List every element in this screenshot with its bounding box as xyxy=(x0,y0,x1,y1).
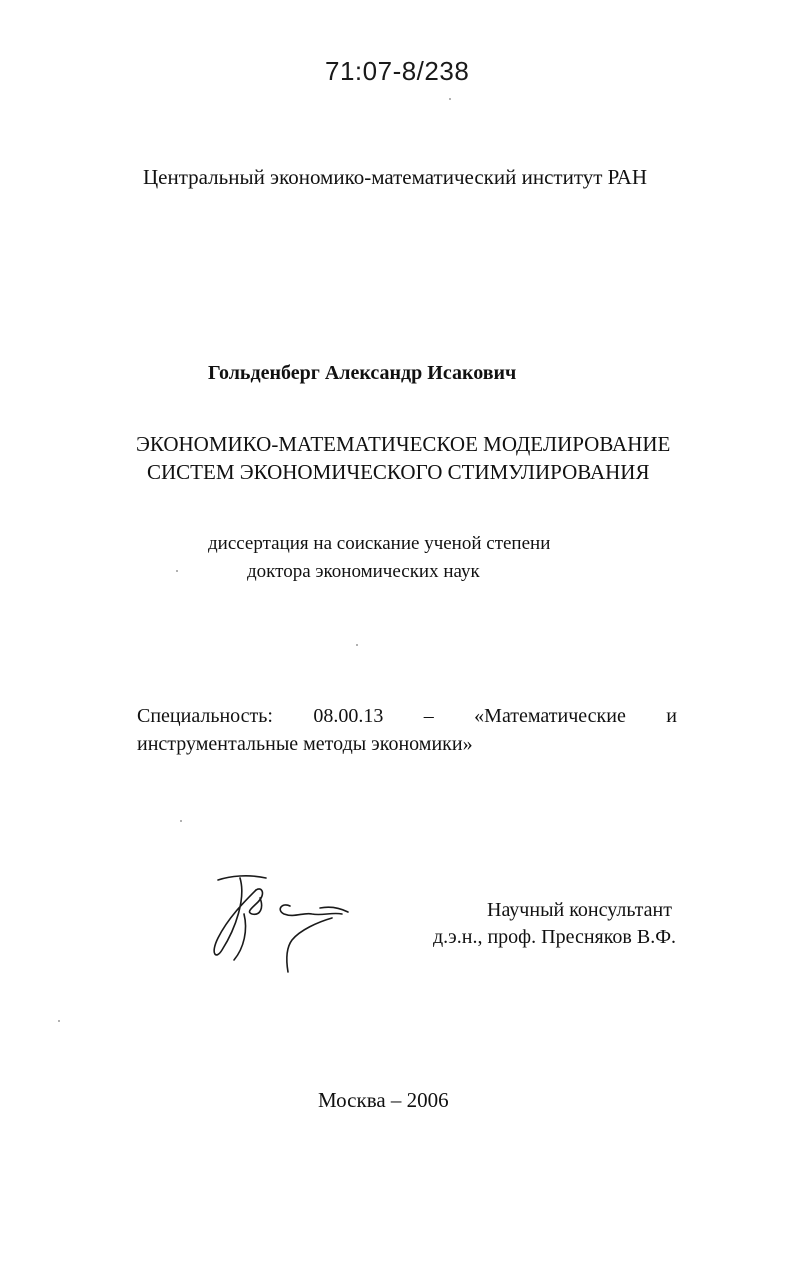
specialty-block xyxy=(137,702,677,758)
specialty-dash: – xyxy=(423,705,434,727)
specialty-name-conj: и xyxy=(666,705,677,727)
scan-speck xyxy=(449,98,451,100)
title-line-2: СИСТЕМ ЭКОНОМИЧЕСКОГО СТИМУЛИРОВАНИЯ xyxy=(147,460,650,484)
scan-speck xyxy=(180,820,182,822)
scan-speck xyxy=(58,1020,60,1022)
specialty-name-part2: инструментальные методы экономики» xyxy=(137,733,473,755)
archive-code: 71:07-8/238 xyxy=(325,56,470,86)
author-name: Гольденберг Александр Исакович xyxy=(208,362,517,384)
advisor-name: д.э.н., проф. Пресняков В.Ф. xyxy=(433,926,677,948)
signature-icon xyxy=(200,868,380,978)
scan-speck xyxy=(176,570,178,572)
specialty-name-part1: «Математические xyxy=(474,705,626,727)
city-year: Москва – 2006 xyxy=(318,1088,449,1112)
advisor-role: Научный консультант xyxy=(487,899,672,921)
institution-name: Центральный экономико-математический институт РАН xyxy=(143,165,647,189)
title-line-1: ЭКОНОМИКО-МАТЕМАТИЧЕСКОЕ МОДЕЛИРОВАНИЕ xyxy=(136,432,671,456)
scan-speck xyxy=(356,644,358,646)
degree-line-1: диссертация на соискание ученой степени xyxy=(208,533,551,554)
specialty-row xyxy=(137,702,677,730)
specialty-label: Специальность: xyxy=(137,705,273,727)
degree-line-2: доктора экономических наук xyxy=(247,561,480,582)
specialty-code: 08.00.13 xyxy=(313,705,384,727)
